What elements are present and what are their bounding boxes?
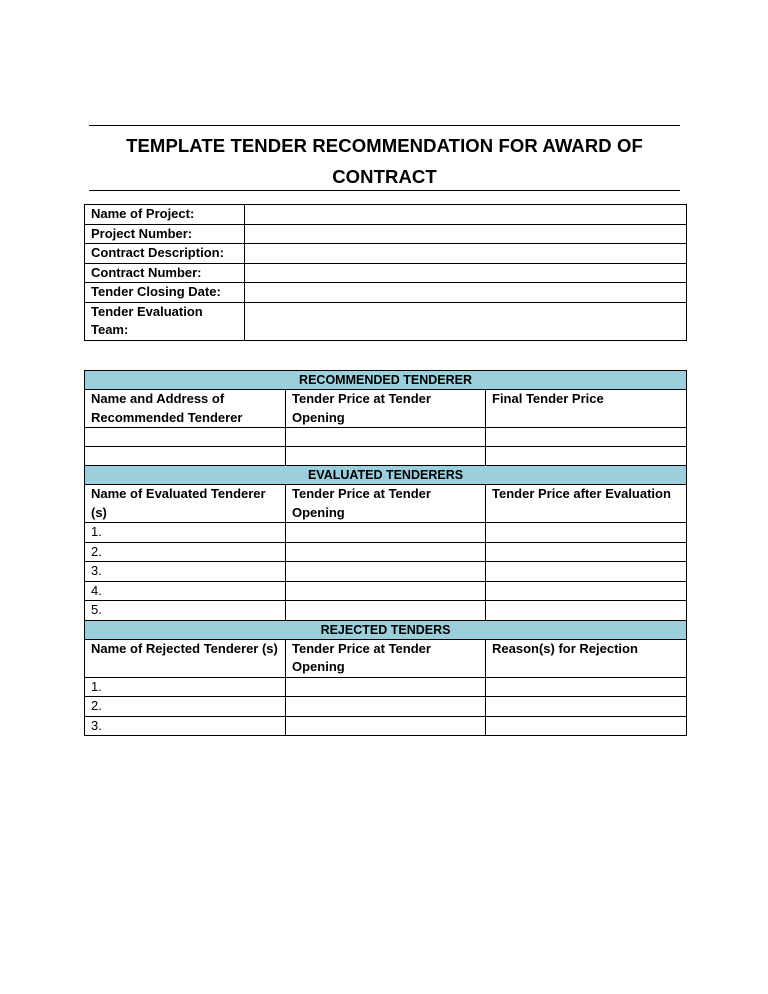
table-row bbox=[85, 677, 687, 697]
project-number-field[interactable] bbox=[245, 224, 687, 244]
info-label: Tender Evaluation Team: bbox=[85, 302, 245, 340]
table-cell[interactable] bbox=[486, 581, 687, 601]
title-line-1: TEMPLATE TENDER RECOMMENDATION FOR AWARD OF bbox=[126, 135, 643, 156]
tender-table bbox=[84, 370, 687, 736]
tender-closing-date-field[interactable] bbox=[245, 283, 687, 303]
table-cell[interactable] bbox=[486, 677, 687, 697]
table-cell[interactable] bbox=[486, 542, 687, 562]
info-label: Name of Project: bbox=[85, 205, 245, 225]
section-header-rejected bbox=[85, 620, 687, 639]
table-cell[interactable] bbox=[286, 716, 486, 736]
table-cell[interactable] bbox=[85, 428, 286, 447]
table-row bbox=[85, 542, 687, 562]
table-cell[interactable] bbox=[486, 601, 687, 621]
section-header-evaluated bbox=[85, 466, 687, 485]
section-header-recommended bbox=[85, 371, 687, 390]
info-row bbox=[85, 283, 687, 303]
column-header-row bbox=[85, 390, 687, 428]
column-header: Tender Price after Evaluation bbox=[486, 485, 687, 523]
table-row bbox=[85, 428, 687, 447]
table-cell[interactable] bbox=[286, 562, 486, 582]
row-number[interactable]: 4. bbox=[85, 581, 286, 601]
project-name-field[interactable] bbox=[245, 205, 687, 225]
project-info-table bbox=[84, 204, 687, 341]
column-header: Name and Address of Recommended Tenderer bbox=[85, 390, 286, 428]
info-label: Tender Closing Date: bbox=[85, 283, 245, 303]
info-label: Contract Description: bbox=[85, 244, 245, 264]
info-label: Contract Number: bbox=[85, 263, 245, 283]
table-row bbox=[85, 601, 687, 621]
table-cell[interactable] bbox=[486, 447, 687, 466]
column-header: Name of Evaluated Tenderer (s) bbox=[85, 485, 286, 523]
table-cell[interactable] bbox=[286, 428, 486, 447]
table-cell[interactable] bbox=[286, 542, 486, 562]
column-header: Tender Price at Tender Opening bbox=[286, 485, 486, 523]
document-title bbox=[89, 125, 680, 191]
info-label: Project Number: bbox=[85, 224, 245, 244]
table-cell[interactable] bbox=[286, 601, 486, 621]
table-cell[interactable] bbox=[286, 581, 486, 601]
contract-number-field[interactable] bbox=[245, 263, 687, 283]
info-row bbox=[85, 302, 687, 340]
column-header: Name of Rejected Tenderer (s) bbox=[85, 639, 286, 677]
table-row bbox=[85, 581, 687, 601]
table-cell[interactable] bbox=[486, 523, 687, 543]
info-row bbox=[85, 205, 687, 225]
section-heading: RECOMMENDED TENDERER bbox=[85, 371, 687, 390]
table-cell[interactable] bbox=[85, 447, 286, 466]
row-number[interactable]: 5. bbox=[85, 601, 286, 621]
table-cell[interactable] bbox=[286, 447, 486, 466]
row-number[interactable]: 2. bbox=[85, 542, 286, 562]
column-header: Reason(s) for Rejection bbox=[486, 639, 687, 677]
table-cell[interactable] bbox=[486, 716, 687, 736]
row-number[interactable]: 3. bbox=[85, 716, 286, 736]
info-row bbox=[85, 224, 687, 244]
row-number[interactable]: 1. bbox=[85, 523, 286, 543]
evaluation-team-field[interactable] bbox=[245, 302, 687, 340]
table-row bbox=[85, 697, 687, 717]
contract-description-field[interactable] bbox=[245, 244, 687, 264]
column-header-row bbox=[85, 639, 687, 677]
info-row bbox=[85, 263, 687, 283]
table-cell[interactable] bbox=[286, 523, 486, 543]
row-number[interactable]: 2. bbox=[85, 697, 286, 717]
section-heading: REJECTED TENDERS bbox=[85, 620, 687, 639]
column-header: Tender Price at Tender Opening bbox=[286, 390, 486, 428]
table-cell[interactable] bbox=[486, 562, 687, 582]
column-header: Tender Price at Tender Opening bbox=[286, 639, 486, 677]
table-row bbox=[85, 523, 687, 543]
column-header: Final Tender Price bbox=[486, 390, 687, 428]
table-row bbox=[85, 716, 687, 736]
table-cell[interactable] bbox=[486, 697, 687, 717]
title-line-2: CONTRACT bbox=[332, 166, 437, 187]
section-heading: EVALUATED TENDERERS bbox=[85, 466, 687, 485]
column-header-row bbox=[85, 485, 687, 523]
table-row bbox=[85, 562, 687, 582]
info-row bbox=[85, 244, 687, 264]
table-cell[interactable] bbox=[286, 677, 486, 697]
table-row bbox=[85, 447, 687, 466]
row-number[interactable]: 1. bbox=[85, 677, 286, 697]
table-cell[interactable] bbox=[286, 697, 486, 717]
table-cell[interactable] bbox=[486, 428, 687, 447]
row-number[interactable]: 3. bbox=[85, 562, 286, 582]
